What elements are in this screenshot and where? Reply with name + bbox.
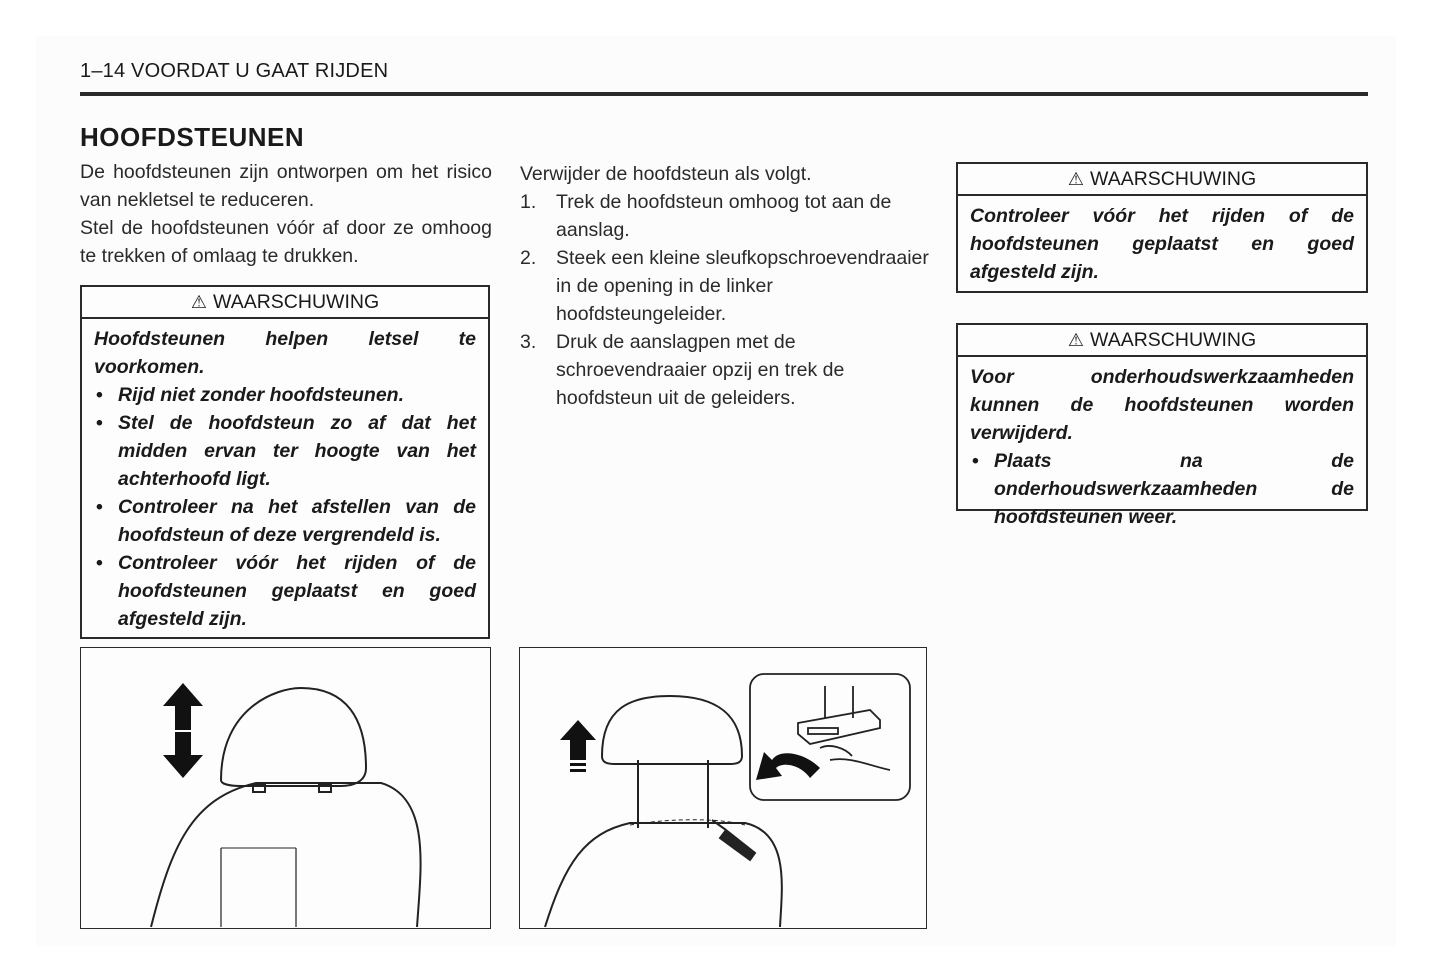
list-item xyxy=(520,244,930,328)
warning-box-2 xyxy=(956,162,1368,293)
step-text: Trek de hoofdsteun omhoog tot aan de aanslag. xyxy=(556,191,892,241)
warning-body xyxy=(958,196,1366,294)
removal-intro: Verwijder de hoofdsteun als volgt. xyxy=(520,163,812,185)
list-item xyxy=(520,328,930,412)
warning-lead: Hoofdsteunen helpen letsel te voorkomen. xyxy=(94,328,476,378)
section-title: HOOFDSTEUNEN xyxy=(80,122,305,152)
step-number: 1. xyxy=(520,191,537,213)
warning-body xyxy=(82,319,488,641)
up-arrow-icon xyxy=(560,720,596,772)
detail-inset xyxy=(750,674,910,800)
warning-header xyxy=(958,325,1366,357)
list-item xyxy=(520,188,930,244)
step-text: Druk de aanslagpen met de schroevendraaier opzij en trek de hoofdsteun uit de geleiders. xyxy=(556,331,845,409)
removal-steps xyxy=(520,188,930,412)
step-text: Steek een kleine sleufkopschroevendraaier in de opening in de linker hoofdsteungeleider. xyxy=(556,247,929,325)
list-item: • Controleer na het afstellen van de hoofdsteun of deze vergrendeld is. xyxy=(94,493,476,549)
removal-instructions xyxy=(520,160,930,412)
list-item: • Controleer vóór het rijden of de hoofdsteunen geplaatst en goed afgesteld zijn. xyxy=(94,549,476,633)
warning-header xyxy=(958,164,1366,196)
step-number: 3. xyxy=(520,331,537,353)
list-item: • Plaats na de onderhoudswerkzaamheden de hoofdsteunen weer. xyxy=(970,447,1354,531)
warning-header xyxy=(82,287,488,319)
intro-paragraph-2: Stel de hoofdsteunen vóór af door ze omhoog te trekken of omlaag te drukken. xyxy=(80,217,492,267)
intro-text xyxy=(80,158,492,270)
figure-headrest-adjust xyxy=(80,647,491,929)
warning-title: WAARSCHUWING xyxy=(213,291,380,313)
curved-arrow-icon xyxy=(756,752,820,780)
intro-paragraph-1: De hoofdsteunen zijn ontworpen om het risico van nekletsel te reduceren. xyxy=(80,161,492,211)
headrest-adjust-illustration xyxy=(81,648,489,927)
warning-text: Controleer vóór het rijden of de hoofdsteunen geplaatst en goed afgesteld zijn. xyxy=(970,205,1354,283)
header-rule xyxy=(80,92,1368,96)
warning-triangle-icon: ⚠ xyxy=(1067,169,1085,189)
page-header: 1–14 VOORDAT U GAAT RIJDEN xyxy=(80,60,389,82)
warning-triangle-icon: ⚠ xyxy=(190,292,208,312)
warning-title: WAARSCHUWING xyxy=(1090,168,1257,190)
up-down-arrow-icon xyxy=(163,683,203,778)
warning-list xyxy=(94,381,476,633)
warning-body xyxy=(958,357,1366,539)
figure-headrest-removal xyxy=(519,647,927,929)
warning-list xyxy=(970,447,1354,531)
list-item: • Stel de hoofdsteun zo af dat het midden ervan ter hoogte van het achterhoofd ligt. xyxy=(94,409,476,493)
step-number: 2. xyxy=(520,247,537,269)
warning-text: Voor onderhoudswerkzaamheden kunnen de hoofdsteunen worden verwijderd. xyxy=(970,366,1354,444)
warning-box-3 xyxy=(956,323,1368,528)
warning-box-1 xyxy=(80,285,490,639)
headrest-removal-illustration xyxy=(520,648,925,927)
warning-title: WAARSCHUWING xyxy=(1090,329,1257,351)
warning-triangle-icon: ⚠ xyxy=(1067,330,1085,350)
list-item: • Rijd niet zonder hoofdsteunen. xyxy=(94,381,476,409)
